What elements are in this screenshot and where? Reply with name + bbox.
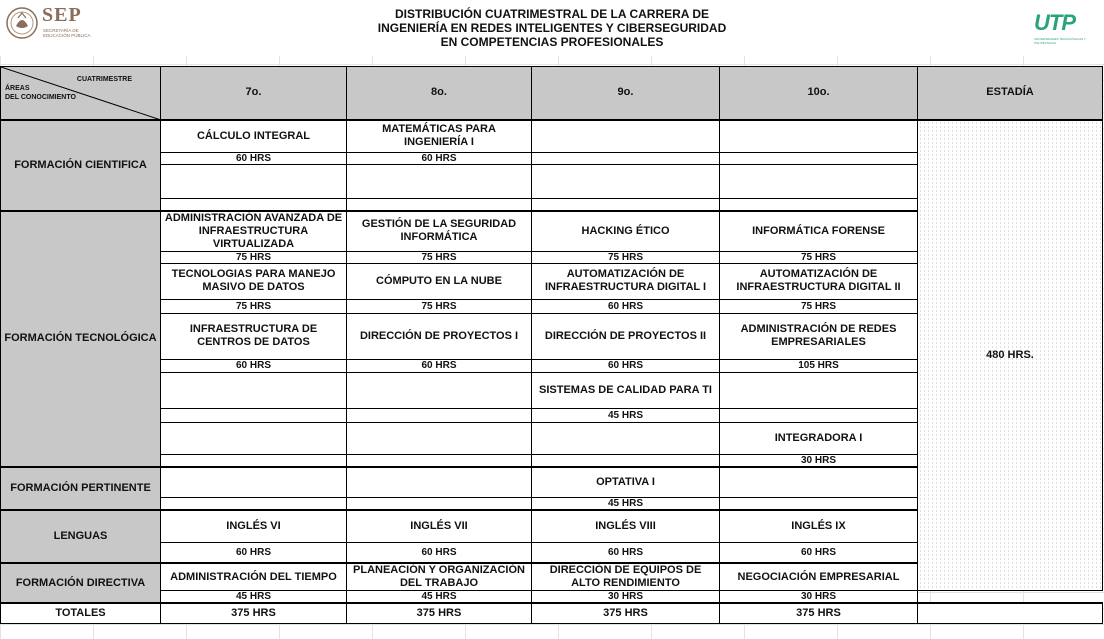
subject-cell: ADMINISTRACIÓN DE REDES EMPRESARIALES [720, 313, 918, 359]
hours-cell [532, 454, 720, 467]
subject-cell: INGLÉS VII [347, 510, 532, 542]
hours-cell [347, 408, 532, 422]
curriculum-table [0, 66, 1103, 624]
empty-cell [720, 199, 918, 211]
subject-cell: GESTIÓN DE LA SEGURIDAD INFORMÁTICA [347, 211, 532, 252]
sep-logo [6, 4, 96, 48]
corner-label-cuatrimestre: CUATRIMESTRE [76, 76, 132, 83]
empty-cell [347, 199, 532, 211]
hours-cell: 75 HRS [347, 299, 532, 313]
hours-cell [347, 498, 532, 511]
total-cell: 375 HRS [161, 603, 347, 623]
hours-cell: 45 HRS [347, 591, 532, 604]
subject-cell: NEGOCIACIÓN EMPRESARIAL [720, 563, 918, 591]
column-header-9: 9o. [532, 67, 720, 120]
subject-cell [532, 120, 720, 153]
empty-cell [347, 165, 532, 199]
subject-cell: DIRECCIÓN DE EQUIPOS DE ALTO RENDIMIENTO [532, 563, 720, 591]
subject-cell [720, 372, 918, 408]
total-cell: 375 HRS [720, 603, 918, 623]
hours-cell: 45 HRS [532, 498, 720, 511]
hours-cell [161, 454, 347, 467]
hours-cell: 75 HRS [720, 251, 918, 263]
empty-cell [161, 165, 347, 199]
hours-cell: 60 HRS [347, 542, 532, 563]
column-header-8: 8o. [347, 67, 532, 120]
subject-cell: MATEMÁTICAS PARA INGENIERÍA I [347, 120, 532, 153]
corner-label-areas [5, 84, 76, 102]
hours-cell: 60 HRS [347, 359, 532, 372]
hours-cell: 60 HRS [161, 542, 347, 563]
subject-cell: OPTATIVA I [532, 467, 720, 498]
title-line-1: DISTRIBUCIÓN CUATRIMESTRAL DE LA CARRERA DE [395, 7, 709, 21]
subject-cell: TECNOLOGIAS PARA MANEJO MASIVO DE DATOS [161, 263, 347, 299]
subject-cell: HACKING ÉTICO [532, 211, 720, 252]
empty-cell [532, 165, 720, 199]
hours-cell: 30 HRS [720, 454, 918, 467]
total-cell: 375 HRS [347, 603, 532, 623]
area-directiva: FORMACIÓN DIRECTIVA [1, 563, 161, 603]
subject-cell [347, 372, 532, 408]
subject-cell: INGLÉS VI [161, 510, 347, 542]
subject-cell [720, 120, 918, 153]
hours-cell: 60 HRS [347, 153, 532, 165]
subject-cell: INFORMÁTICA FORENSE [720, 211, 918, 252]
subject-cell [161, 372, 347, 408]
subject-cell: AUTOMATIZACIÓN DE INFRAESTRUCTURA DIGITAL II [720, 263, 918, 299]
area-lenguas: LENGUAS [1, 510, 161, 563]
empty-cell [532, 199, 720, 211]
totals-label: TOTALES [1, 603, 161, 623]
utp-logo [1030, 8, 1090, 48]
hours-cell: 60 HRS [161, 359, 347, 372]
subject-cell: INGLÉS VIII [532, 510, 720, 542]
subject-cell [347, 467, 532, 498]
column-header-7: 7o. [161, 67, 347, 120]
hours-cell: 75 HRS [720, 299, 918, 313]
hours-cell [720, 153, 918, 165]
empty-cell [720, 165, 918, 199]
hours-cell: 105 HRS [720, 359, 918, 372]
corner-label-areas-line1: ÁREAS [5, 85, 30, 92]
hours-cell: 60 HRS [532, 542, 720, 563]
hours-cell: 75 HRS [347, 251, 532, 263]
subject-cell: INTEGRADORA I [720, 422, 918, 454]
page-title [340, 7, 764, 49]
page-header [0, 0, 1104, 56]
hours-cell: 30 HRS [720, 591, 918, 604]
area-tecnologica: FORMACIÓN TECNOLÓGICA [1, 211, 161, 467]
subject-cell: PLANEACIÓN Y ORGANIZACIÓN DEL TRABAJO [347, 563, 532, 591]
hours-cell: 60 HRS [532, 359, 720, 372]
subject-cell: DIRECCIÓN DE PROYECTOS II [532, 313, 720, 359]
hours-cell: 75 HRS [161, 299, 347, 313]
hours-cell: 75 HRS [161, 251, 347, 263]
empty-cell [161, 199, 347, 211]
subject-cell [161, 467, 347, 498]
mexican-eagle-emblem-icon [6, 4, 38, 42]
estadia-hours: 480 HRS. [918, 120, 1103, 591]
total-cell: 375 HRS [532, 603, 720, 623]
sep-logo-subtitle: SECRETARÍA DE EDUCACIÓN PÚBLICA [43, 28, 91, 38]
subject-cell: ADMINISTRACIÓN AVANZADA DE INFRAESTRUCTURA VIRTUALIZADA [161, 211, 347, 252]
subject-cell: SISTEMAS DE CALIDAD PARA TI [532, 372, 720, 408]
subject-cell [161, 422, 347, 454]
hours-cell: 60 HRS [532, 299, 720, 313]
column-header-estadia: ESTADÍA [918, 67, 1103, 120]
subject-cell [720, 467, 918, 498]
hours-cell: 60 HRS [161, 153, 347, 165]
subject-cell: AUTOMATIZACIÓN DE INFRAESTRUCTURA DIGITAL I [532, 263, 720, 299]
hours-cell [720, 498, 918, 511]
column-header-10: 10o. [720, 67, 918, 120]
sep-logo-text: SEP [42, 4, 82, 26]
area-cientifica: FORMACIÓN CIENTIFICA [1, 120, 161, 211]
hours-cell: 75 HRS [532, 251, 720, 263]
subject-cell [347, 422, 532, 454]
area-pertinente: FORMACIÓN PERTINENTE [1, 467, 161, 511]
hours-cell [347, 454, 532, 467]
hours-cell: 30 HRS [532, 591, 720, 604]
hours-cell [161, 408, 347, 422]
hours-cell: 45 HRS [532, 408, 720, 422]
empty-cell [918, 603, 1103, 623]
subject-cell: ADMINISTRACIÓN DEL TIEMPO [161, 563, 347, 591]
title-line-2: INGENIERÍA EN REDES INTELIGENTES Y CIBERSEGURIDAD [377, 21, 727, 35]
hours-cell [532, 153, 720, 165]
subject-cell: CÁLCULO INTEGRAL [161, 120, 347, 153]
hours-cell: 45 HRS [161, 591, 347, 604]
utp-logo-text: UTP [1034, 10, 1075, 35]
utp-logo-subtitle: UNIVERSIDADES TECNOLÓGICAS Y POLITÉCNICAS [1034, 37, 1086, 45]
subject-cell: INGLÉS IX [720, 510, 918, 542]
subject-cell: CÓMPUTO EN LA NUBE [347, 263, 532, 299]
title-line-3: EN COMPETENCIAS PROFESIONALES [440, 35, 664, 49]
hours-cell [161, 498, 347, 511]
hours-cell: 60 HRS [720, 542, 918, 563]
corner-label-areas-line2: DEL CONOCIMIENTO [5, 94, 76, 101]
hours-cell [720, 408, 918, 422]
subject-cell: DIRECCIÓN DE PROYECTOS I [347, 313, 532, 359]
subject-cell: INFRAESTRUCTURA DE CENTROS DE DATOS [161, 313, 347, 359]
table-corner-header [1, 67, 161, 120]
subject-cell [532, 422, 720, 454]
